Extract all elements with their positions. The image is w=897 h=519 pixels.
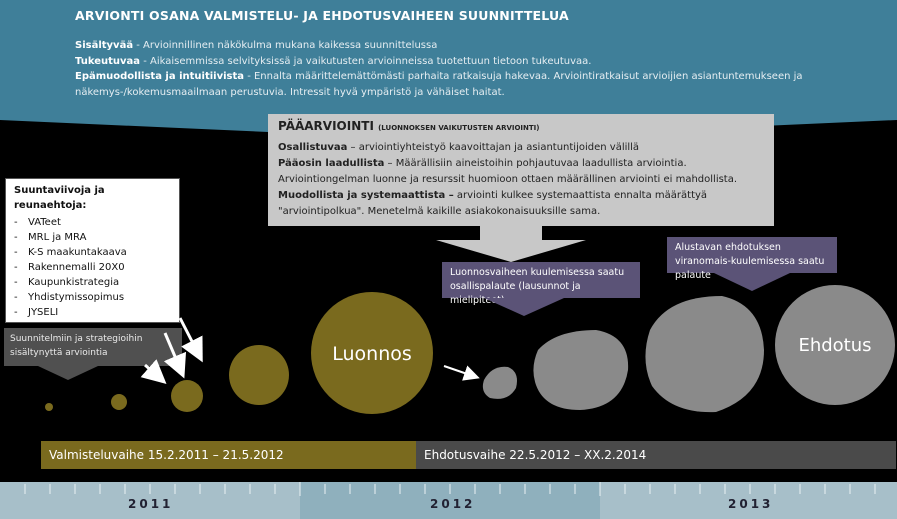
banner-row-label: Tukeutuvaa <box>75 55 141 67</box>
phase-valmistelu: Valmisteluvaihe 15.2.2011 – 21.5.2012 <box>41 441 416 469</box>
main-row-text: Arviointiongelman luonne ja resurssit huomioon ottaen määrällinen arviointi ei mahdollista. <box>278 174 738 185</box>
arrow-white-1 <box>145 365 162 380</box>
banner-row-text: - Arvioinnillinen näkökulma mukana kaikessa suunnittelussa <box>133 40 438 51</box>
blob-medium <box>533 330 628 410</box>
plan-assessment-box: Suunnitelmiin ja strategioihin sisältynyttä arviointia <box>4 328 182 366</box>
ehdotus-label: Ehdotus <box>798 335 872 356</box>
main-row-text: – arviointiyhteistyö kaavoittajan ja asiantuntijoiden välillä <box>347 142 640 153</box>
main-row-label: Pääosin laadullista <box>278 158 385 169</box>
year-2011: 2011 <box>128 497 174 511</box>
guideline-item: - Rakennemalli 20X0 <box>14 260 171 275</box>
calendar-ticks <box>0 482 897 496</box>
guideline-item: - Yhdistymissopimus <box>14 290 171 305</box>
banner-row-label: Epämuodollista ja intuitiivista <box>75 71 245 82</box>
guideline-item: - K-S maakuntakaava <box>14 245 171 260</box>
main-row-text: – Määrällisiin aineistoihin pohjautuvaa laadullista arviointia. <box>384 158 687 169</box>
guidelines-title: Suuntaviivoja ja reunaehtoja: <box>14 185 105 211</box>
banner-row-text: - Ennalta määrittelemättömästi parhaita ratkaisuja hakevaa. Arviointiratkaisut arvioijien asiantuntemukseen ja näkemys-/kokemusmaailmaan perustuvia. Intressit hyvä ympäristö ja vähäiset haitat. <box>75 71 803 98</box>
main-subtitle: (LUONNOKSEN VAIKUTUSTEN ARVIOINTI) <box>378 124 540 132</box>
draft-feedback-box: Luonnosvaiheen kuulemisessa saatu osallispalaute (lausunnot ja mielipiteet) <box>442 262 640 298</box>
banner-row-text: - Aikaisemmissa selvityksissä ja vaikutusten arvioinneissa tuotettuun tietoon tukeutuvaa. <box>140 55 592 67</box>
circle-medium <box>171 380 203 412</box>
arrow-white-3 <box>180 318 200 357</box>
circle-tiny <box>45 403 53 411</box>
banner-title: ARVIONTI OSANA VALMISTELU- JA EHDOTUSVAIHEEN SUUNNITTELUA <box>75 8 569 23</box>
year-2013: 2013 <box>728 497 774 511</box>
arrow-to-blobs <box>444 366 476 377</box>
arrow-white-2 <box>165 333 182 373</box>
phase-ehdotus: Ehdotusvaihe 22.5.2012 – XX.2.2014 <box>416 441 896 469</box>
year-2012: 2012 <box>430 497 476 511</box>
calendar-strip <box>0 482 897 519</box>
blob-small <box>483 367 517 399</box>
circle-large <box>229 345 289 405</box>
guideline-item: - JYSELI <box>14 305 171 320</box>
guideline-item: - Kaupunkistrategia <box>14 275 171 290</box>
main-row-text: arviointi kulkee systemaattista ennalta määrättyä "arviointipolkua". Menetelmä kaikille asiakokonaisuuksille sama. <box>278 190 708 217</box>
main-row-label: Osallistuvaa <box>278 142 348 153</box>
guideline-item: - VATeet <box>14 215 171 230</box>
main-title-text: PÄÄARVIOINTI <box>278 119 374 133</box>
banner-row-label: Sisältyvää <box>75 40 134 51</box>
luonnos-label: Luonnos <box>332 343 412 365</box>
main-row-label: Muodollista ja systemaattista – <box>278 190 454 201</box>
blob-large <box>645 296 764 412</box>
proposal-feedback-box: Alustavan ehdotuksen viranomais-kuulemisessa saatu palaute <box>667 237 837 273</box>
guideline-item: - MRL ja MRA <box>14 230 171 245</box>
circle-small <box>111 394 127 410</box>
